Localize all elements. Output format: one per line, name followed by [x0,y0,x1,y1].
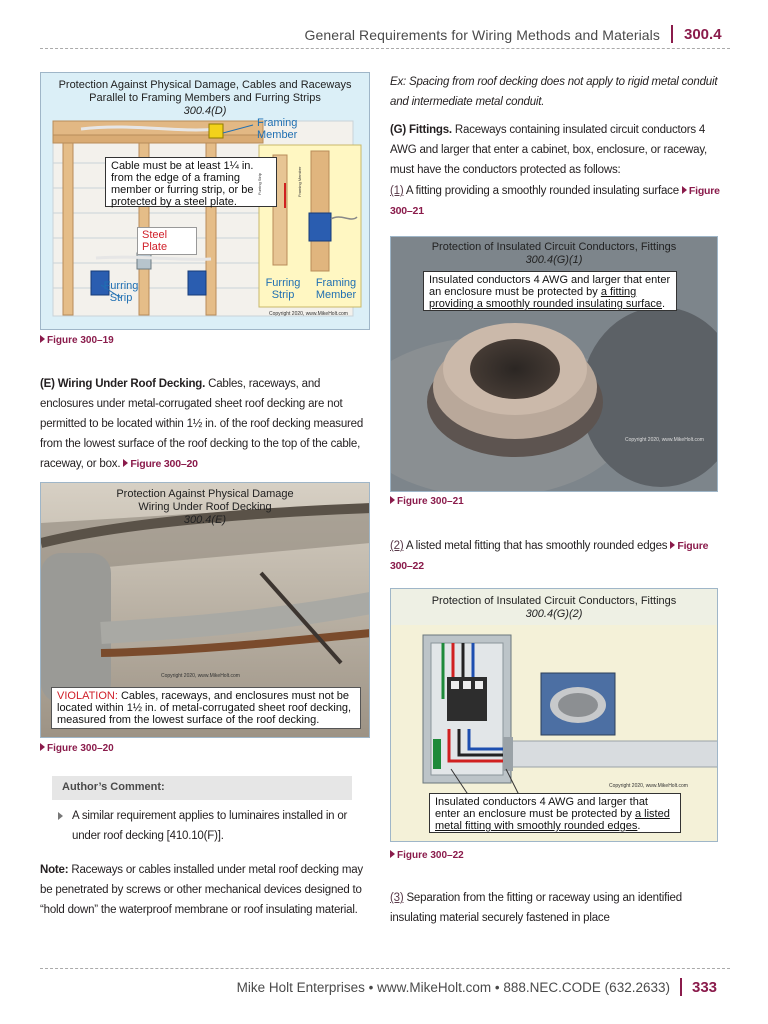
figure-caption-21: Figure 300–21 [390,496,464,507]
figure-caption-22: Figure 300–22 [390,850,464,861]
metal-fitting-callout: Insulated conductors 4 AWG and larger that enter an enclosure must be protected by a listed metal fitting with smoothly rounded edges. [429,793,681,833]
copyright: Copyright 2020, www.MikeHolt.com [269,311,348,317]
figure-title: Protection of Insulated Circuit Conductors, Fittings 300.4(G)(2) [431,595,677,620]
cable-edge-callout: Cable must be at least 1¼ in. from the edge of a framing member or furring strip, or be protected by a steel plate. [105,157,277,207]
footer-divider [680,978,682,996]
figure-title: Protection Against Physical Damage, Cables and Raceways Parallel to Framing Members and Furring Strips 300.4(D) [58,79,352,117]
header-rule [40,48,730,49]
bullet-arrow [58,812,63,820]
figure-300-22 [390,588,718,842]
running-header-title: General Requirements for Wiring Methods and Materials [304,27,660,43]
vertical-label-framing: Framing Member [297,166,302,197]
figure-300-19 [40,72,370,330]
violation-callout: VIOLATION: Cables, raceways, and enclosures must not be located within 1½ in. of metal-corrugated sheet roof decking, measured from the lowest surface of the roof decking. [51,687,361,729]
vertical-label-furring: Furring Strip [257,172,262,195]
label-steel-plate: Steel Plate [137,227,197,255]
label-framing-member: Framing Member [257,117,298,141]
authors-comment-bar [52,776,352,800]
figure-title: Protection of Insulated Circuit Conductors, Fittings 300.4(G)(1) [431,241,677,266]
page-number: 333 [692,979,718,996]
authors-comment-bullet: A similar requirement applies to luminaires installed in or under roof decking [410.10(F)]. [72,810,348,842]
section-e-paragraph: (E) Wiring Under Roof Decking. Cables, raceways, and enclosures under metal-corrugated sheet roof decking are not permitted to be located within 1½ in. of the roof decking measured from the lowest surface of the roof decking to the top of the cable, raceway, or box. Figure 300–20 [40,378,364,470]
note-paragraph: Note: Raceways or cables installed under metal roof decking may be penetrated by screws or other mechanical devices designed to “hold down” the waterproof membrane or roof insulating material. [40,864,363,916]
label-furring-strip: Furring Strip [103,280,139,304]
footer-publisher: Mike Holt Enterprises • www.MikeHolt.com • 888.NEC.CODE (632.2633) [236,980,670,995]
copyright: Copyright 2020, www.MikeHolt.com [161,673,240,679]
label-framing-member-inset: Framing Member [315,277,357,301]
item-3: (3) Separation from the fitting or raceway using an identified insulating material securely fastened in place [390,892,682,924]
item-1: (1) A fitting providing a smoothly rounded insulating surface Figure 300–21 [390,185,720,217]
item-2: (2) A listed metal fitting that has smoothly rounded edges Figure 300–22 [390,540,709,572]
header-divider [671,25,673,43]
section-g-paragraph: (G) Fittings. Raceways containing insulated circuit conductors 4 AWG and larger that enter a cabinet, box, enclosure, or raceway, must have the conductors protected as follows: [390,124,708,176]
figure-300-21 [390,236,718,492]
figure-title: Protection Against Physical Damage Wiring Under Roof Decking 300.4(E) [116,488,294,526]
figure-300-20 [40,482,370,738]
running-header-section: 300.4 [684,26,722,43]
authors-comment-heading: Author’s Comment: [62,781,165,793]
copyright: Copyright 2020, www.MikeHolt.com [625,437,704,443]
fitting-callout: Insulated conductors 4 AWG and larger that enter an enclosure must be protected by a fitting providing a smoothly rounded insulating surface. [423,271,677,311]
figure-caption-19: Figure 300–19 [40,335,114,346]
figure-caption-20: Figure 300–20 [40,743,114,754]
footer-rule [40,968,730,969]
copyright: Copyright 2020, www.MikeHolt.com [609,783,688,789]
exception-text: Ex: Spacing from roof decking does not apply to rigid metal conduit and intermediate metal conduit. [390,76,718,108]
label-furring-strip-inset: Furring Strip [265,277,301,301]
